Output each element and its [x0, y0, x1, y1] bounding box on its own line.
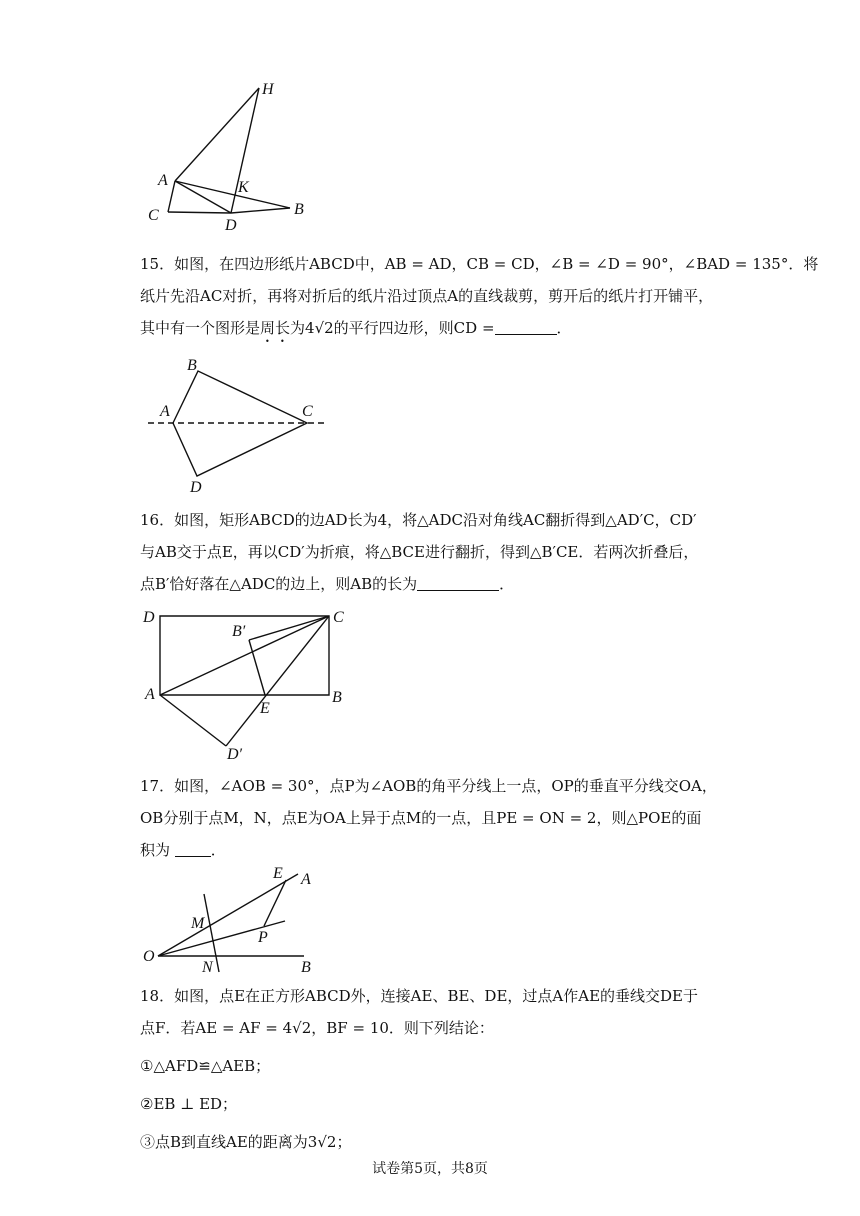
label-b: B [187, 357, 197, 374]
label-b: B [332, 689, 342, 706]
label-c: C [333, 609, 344, 626]
q15-line-3-a: 其中有一个图形是 [140, 319, 261, 337]
segment-db [231, 208, 290, 213]
segment-ad1 [160, 695, 226, 746]
q15-emphasis-perimeter: 周长 [260, 319, 291, 337]
q18-line-1: 18．如图，点E在正方形ABCD外，连接AE、BE、DE，过点A作AE的垂线交DE于 [140, 987, 698, 1005]
q18-item-3: ③点B到直线AE的距离为3√2； [140, 1133, 352, 1151]
q15-line-3 [140, 312, 730, 346]
label-a: A [160, 403, 170, 420]
q15-line-1: 15．如图，在四边形纸片ABCD中，AB = AD，CB = CD，∠B = ∠D = 90°，∠BAD = 135°．将 [140, 255, 819, 273]
label-n: N [202, 959, 213, 976]
label-c: C [302, 403, 313, 420]
q16-line-3-text: 点B′恰好落在△ADC的边上，则AB的长为 [140, 575, 418, 593]
label-d: D [225, 217, 237, 234]
q17-line-3-end: ． [210, 841, 226, 859]
q16-answer-blank[interactable] [417, 574, 499, 591]
label-e: E [260, 700, 270, 717]
label-a: A [145, 686, 155, 703]
q16-line-2: 与AB交于点E，再以CD′为折痕，将△BCE进行翻折，得到△B′CE．若两次折叠后， [140, 543, 699, 561]
figure-q16 [140, 600, 360, 770]
label-c: C [148, 207, 159, 224]
figure-q14 [140, 80, 320, 240]
q17-line-3-text: 积为 [140, 841, 171, 859]
q16-line-1: 16．如图，矩形ABCD的边AD长为4，将△ADC沿对角线AC翻折得到△AD′C，CD′ [140, 511, 697, 529]
ray-oa [158, 874, 298, 956]
label-e: E [273, 865, 283, 882]
q15-line-3-end: ． [556, 319, 572, 337]
q18-item-2: ②EB ⊥ ED； [140, 1095, 238, 1113]
question-17 [140, 770, 730, 866]
label-b: B [301, 959, 311, 976]
label-m: M [191, 915, 205, 932]
q18-item-1: ①△AFD≌△AEB； [140, 1057, 271, 1075]
label-k: K [238, 179, 249, 196]
label-a: A [158, 172, 168, 189]
segment-b1e [249, 640, 265, 695]
figure-q15 [140, 350, 340, 500]
q16-line-3-end: ． [499, 575, 515, 593]
label-o: O [143, 948, 155, 965]
q17-line-2: OB分别于点M，N，点E为OA上异于点M的一点，且PE = ON = 2，则△POE的面 [140, 809, 702, 827]
label-d-prime: D′ [227, 746, 243, 763]
question-15 [140, 248, 819, 346]
label-h: H [262, 81, 274, 98]
label-a: A [301, 871, 311, 888]
q16-line-3 [140, 568, 730, 600]
label-b: B [294, 201, 304, 218]
question-16 [140, 504, 730, 600]
label-b-prime: B′ [232, 623, 246, 640]
q15-answer-blank[interactable] [495, 318, 557, 335]
label-d: D [190, 479, 202, 496]
q15-line-2: 纸片先沿AC对折，再将对折后的纸片沿过顶点A的直线裁剪，剪开后的纸片打开铺平， [140, 287, 714, 305]
q17-answer-blank[interactable] [175, 840, 211, 857]
segment-b1c [249, 616, 329, 640]
segment-ah [175, 88, 259, 181]
segment-ac [168, 181, 175, 212]
label-p: P [258, 929, 268, 946]
segment-cd [168, 212, 231, 213]
question-18 [140, 980, 730, 1158]
figure-q17 [140, 862, 340, 982]
q17-line-1: 17．如图，∠AOB = 30°，点P为∠AOB的角平分线上一点，OP的垂直平分线交OA， [140, 777, 717, 795]
segment-ad [175, 181, 231, 213]
page-footer: 试卷第5页，共8页 [372, 1161, 488, 1177]
q18-line-2: 点F．若AE = AF = 4√2，BF = 10．则下列结论： [140, 1019, 494, 1037]
label-d: D [143, 609, 155, 626]
q15-line-3-b: 为4√2的平行四边形，则CD = [290, 319, 495, 337]
